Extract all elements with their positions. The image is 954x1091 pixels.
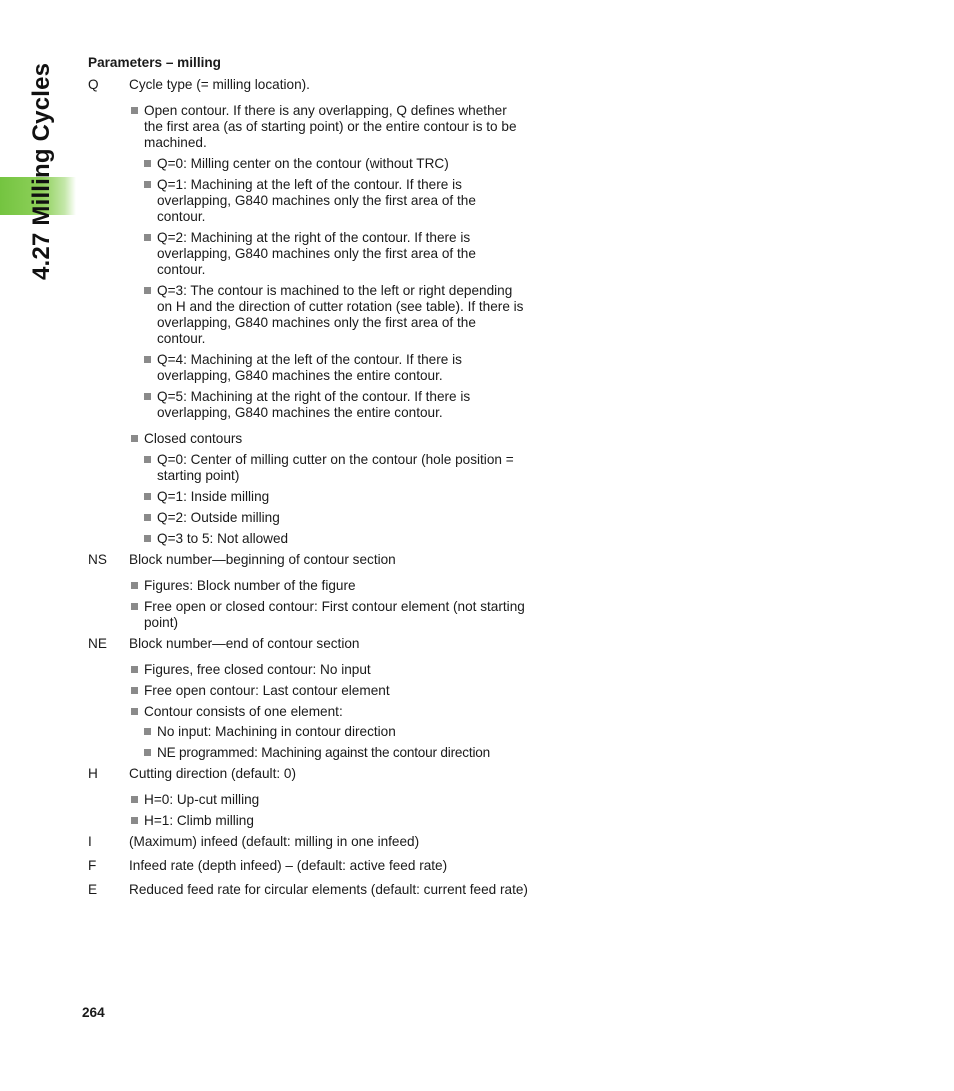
list-item (129, 662, 528, 678)
list-item-text: No input: Machining in contour direction (157, 724, 396, 739)
param-ns (88, 552, 528, 568)
param-key: Q (88, 77, 99, 92)
list-item-text: Free open or closed contour: First contour element (not starting point) (144, 599, 525, 630)
list-item-text: Q=2: Machining at the right of the contour. If there is overlapping, G840 machines only the first area of the contour. (157, 230, 476, 277)
list-item (142, 352, 528, 384)
list-item-text: Q=3: The contour is machined to the left or right depending on H and the direction of cutter rotation (see table). If there is overlapping, G840 machines only the first area of the contour. (157, 283, 524, 346)
bullet-square-icon (144, 749, 151, 756)
param-i (88, 834, 528, 850)
param-desc: Infeed rate (depth infeed) – (default: active feed rate) (129, 858, 448, 873)
bullet-square-icon (144, 234, 151, 241)
bullet-square-icon (144, 181, 151, 188)
bullet-square-icon (131, 435, 138, 442)
section-title: 4.27 Milling Cycles (28, 62, 55, 280)
param-desc: (Maximum) infeed (default: milling in one infeed) (129, 834, 420, 849)
bullet-square-icon (131, 603, 138, 610)
param-e (88, 882, 528, 898)
param-desc: Cycle type (= milling location). (129, 77, 310, 92)
param-h (88, 766, 528, 782)
list-item-text: H=0: Up-cut milling (144, 792, 260, 807)
list-item-text: Q=1: Inside milling (157, 489, 270, 504)
bullet-square-icon (144, 393, 151, 400)
bullet-square-icon (144, 356, 151, 363)
param-q (88, 77, 528, 93)
param-key: E (88, 882, 98, 897)
list-item (129, 431, 528, 447)
list-item-text: Q=1: Machining at the left of the contour. If there is overlapping, G840 machines only the first area of the contour. (157, 177, 476, 224)
param-ns-options (129, 578, 528, 631)
list-item (142, 389, 528, 421)
list-item-text: Q=4: Machining at the left of the contour. If there is overlapping, G840 machines the entire contour. (157, 352, 462, 383)
list-item-text: Closed contours (144, 431, 243, 446)
bullet-square-icon (131, 107, 138, 114)
param-ne-options (129, 662, 528, 761)
list-item (142, 452, 528, 484)
list-item-text: Q=0: Center of milling cutter on the contour (hole position = starting point) (157, 452, 514, 483)
param-key: NE (88, 636, 107, 651)
param-desc: Block number—beginning of contour section (129, 552, 396, 567)
param-desc: Cutting direction (default: 0) (129, 766, 296, 781)
bullet-square-icon (144, 493, 151, 500)
list-item (129, 792, 528, 808)
bullet-square-icon (144, 456, 151, 463)
bullet-square-icon (131, 708, 138, 715)
list-item (142, 745, 528, 761)
list-item-text: NE programmed: Machining against the contour direction (157, 745, 490, 760)
param-f (88, 858, 528, 874)
parameter-list (88, 77, 528, 898)
list-item (129, 103, 528, 151)
sub-list (142, 452, 528, 547)
list-item (129, 704, 528, 720)
list-item (142, 230, 528, 278)
param-key: H (88, 766, 98, 781)
param-key: I (88, 834, 92, 849)
list-item-text: Figures: Block number of the figure (144, 578, 356, 593)
list-item (129, 599, 528, 631)
param-ne (88, 636, 528, 652)
sub-list (142, 724, 528, 761)
list-item-text: H=1: Climb milling (144, 813, 254, 828)
list-item-text: Q=2: Outside milling (157, 510, 280, 525)
list-item (142, 724, 528, 740)
bullet-square-icon (144, 287, 151, 294)
list-item (142, 510, 528, 526)
list-item-text: Q=5: Machining at the right of the contour. If there is overlapping, G840 machines the entire contour. (157, 389, 471, 420)
list-item (142, 283, 528, 347)
list-item-text: Q=3 to 5: Not allowed (157, 531, 289, 546)
list-item-text: Contour consists of one element: (144, 704, 343, 719)
bullet-square-icon (131, 666, 138, 673)
page-number: 264 (82, 1005, 105, 1020)
bullet-square-icon (144, 514, 151, 521)
list-item (129, 578, 528, 594)
list-item (129, 813, 528, 829)
bullet-square-icon (131, 817, 138, 824)
bullet-square-icon (131, 796, 138, 803)
bullet-square-icon (144, 728, 151, 735)
bullet-square-icon (131, 687, 138, 694)
list-item-text: Q=0: Milling center on the contour (without TRC) (157, 156, 449, 171)
list-item (142, 156, 528, 172)
list-item (142, 177, 528, 225)
list-item-text: Free open contour: Last contour element (144, 683, 390, 698)
param-q-options (129, 103, 528, 547)
bullet-square-icon (131, 582, 138, 589)
parameters-heading: Parameters – milling (88, 55, 221, 70)
list-item-text: Figures, free closed contour: No input (144, 662, 371, 677)
param-h-options (129, 792, 528, 829)
bullet-square-icon (144, 160, 151, 167)
list-item (129, 683, 528, 699)
param-key: NS (88, 552, 107, 567)
param-key: F (88, 858, 97, 873)
list-item-text: Open contour. If there is any overlapping, Q defines whether the first area (as of starting point) or the entire contour is to be machined. (144, 103, 517, 150)
list-item (142, 531, 528, 547)
sub-list (142, 156, 528, 421)
param-desc: Block number—end of contour section (129, 636, 360, 651)
param-desc: Reduced feed rate for circular elements (default: current feed rate) (129, 882, 528, 897)
list-item (142, 489, 528, 505)
bullet-square-icon (144, 535, 151, 542)
